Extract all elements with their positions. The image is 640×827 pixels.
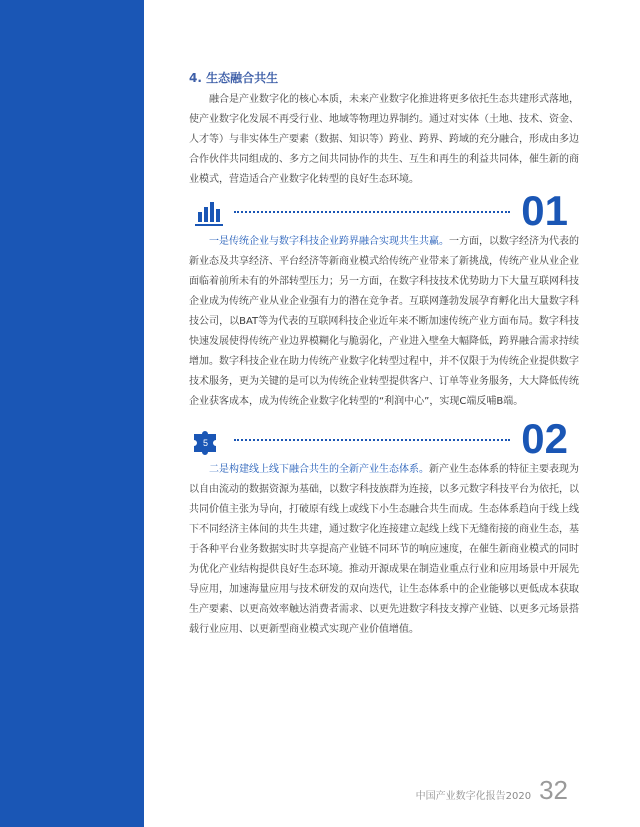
block-02-lead: 二是构建线上线下融合共生的全新产业生态体系。 xyxy=(209,464,429,475)
block-02-paragraph xyxy=(189,460,579,640)
block-01-header xyxy=(192,187,572,234)
bar-chart-icon xyxy=(192,196,226,228)
intro-text: 融合是产业数字化的核心本质，未来产业数字化推进将更多依托生态共建形式落地，使产业数字化发展不再受行业、地域等物理边界制约。通过对实体（土地、技术、资金、人才等）与非实体生产要素（数据、知识等）跨业、跨界、跨域的充分融合，形成由多边合作伙伴共同组成的、多方之间共同协作的共生、互生和再生的利益共同体，催生新的商业模式，营造适合产业数字化转型的良好生态环境。 xyxy=(189,94,579,185)
page-number: 32 xyxy=(539,775,568,805)
dotted-divider xyxy=(234,211,510,213)
block-02-header xyxy=(192,415,572,462)
intro-paragraph xyxy=(189,90,579,190)
page-footer xyxy=(416,775,568,806)
block-02-body: 新产业生态体系的特征主要表现为以自由流动的数据资源为基础，以数字科技族群为连接，以多元数字科技平台为依托，以共同价值主张为导向，打破原有线上或线下小生态融合共生而成。生态体系趋向于线上线下不同经济主体间的共生共建，通过数字化连接建立起线上线下无缝衔接的商业生态，基于各种平台业务数据实时共享提高产业链不同环节的响应速度，在催生新商业模式的同时为优化产业结构提供良好生态环境。推动开源成果在制造业重点行业和应用场景中开展先导应用，加速海量应用与技术研发的双向迭代，让生态体系中的企业能够以更低成本获取生产要素、以更高效率触达消费者需求、以更先进数字科技支撑产业链、以更多元场景搭载行业应用、以更新型商业模式实现产业价值增值。 xyxy=(189,464,579,635)
report-title: 中国产业数字化报告2020 xyxy=(415,791,532,802)
svg-text:5: 5 xyxy=(203,438,209,448)
block-number: 01 xyxy=(521,187,568,234)
block-number: 02 xyxy=(521,415,568,462)
dotted-divider xyxy=(234,439,510,441)
block-01-body: 一方面，以数字经济为代表的新业态及共享经济、平台经济等新商业模式给传统产业带来了新挑战，传统产业从业企业面临着前所未有的外部转型压力；另一方面，在数字科技技术优势助力下大量互联网科技企业成为传统产业从业企业强有力的潜在竞争者。互联网蓬勃发展孕育孵化出大量数字科技公司，以BAT等为代表的互联网科技企业近年来不断加速传统产业方面布局。数字科技快速发展使得传统产业边界模糊化与脆弱化，产业进入壁垒大幅降低，跨界融合需求持续增加。数字科技企业在助力传统产业数字化转型过程中，并不仅限于为传统企业提供数字技术服务，更为关键的是可以为传统企业转型提供客户、订单等业务服务，大大降低传统企业获客成本，成为传统企业数字化转型的“利润中心”，实现C端反哺B端。 xyxy=(189,236,579,407)
block-01-lead: 一是传统企业与数字科技企业跨界融合实现共生共赢。 xyxy=(209,236,449,247)
block-01-paragraph xyxy=(189,232,579,412)
section-title: 4. 生态融合共生 xyxy=(189,71,279,85)
blue-sidebar xyxy=(0,0,144,827)
puzzle-icon xyxy=(192,424,226,456)
